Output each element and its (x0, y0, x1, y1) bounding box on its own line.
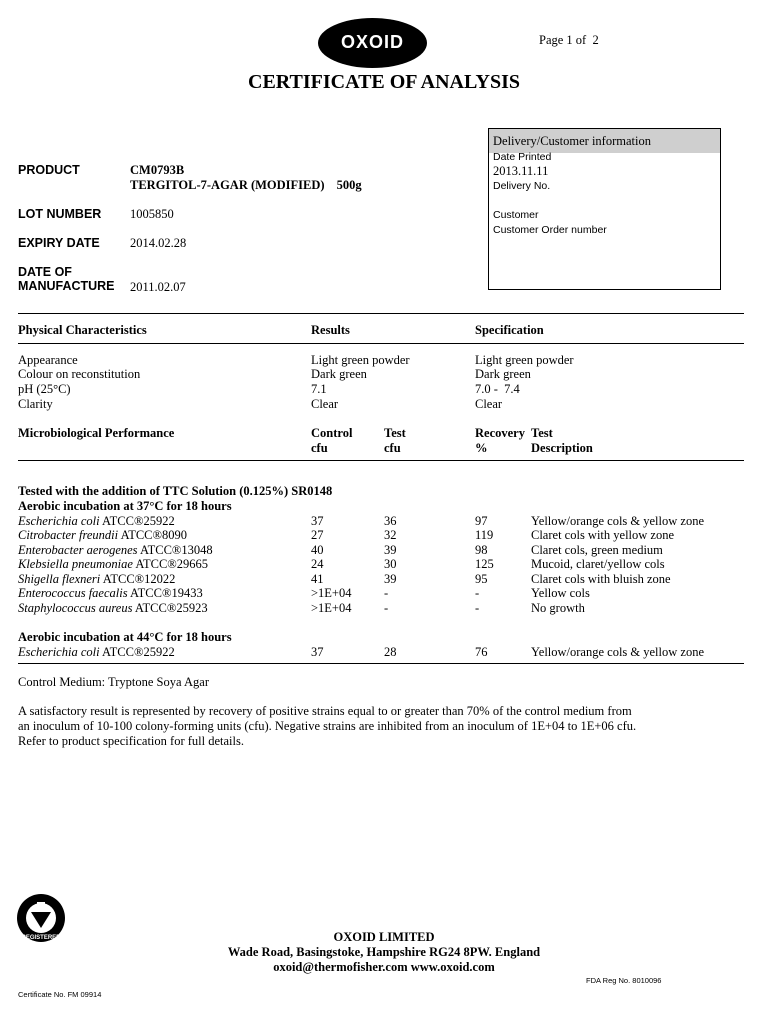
description-header: Description (531, 441, 593, 455)
organism-name: Enterococcus faecalis (18, 586, 128, 600)
organism-cell (18, 557, 208, 572)
control-value: >1E+04 (311, 586, 352, 600)
description-value: Yellow/orange cols & yellow zone (531, 645, 705, 659)
organism-name: Staphylococcus aureus (18, 601, 133, 615)
physical-row-name: pH (25°C) (18, 382, 71, 396)
criteria-note-line3: Refer to product specification for full details. (18, 734, 244, 748)
recovery-value: 98 (475, 543, 488, 557)
product-code: CM0793B (130, 163, 185, 177)
page-title: CERTIFICATE OF ANALYSIS (248, 71, 520, 93)
divider (18, 460, 744, 461)
test-value: - (384, 601, 389, 615)
recovery-value: 119 (475, 528, 494, 542)
description-value: Claret cols with bluish zone (531, 572, 671, 586)
delivery-header-bar (489, 129, 720, 153)
oxoid-logo (318, 18, 427, 68)
lot-number-value: 1005850 (130, 207, 174, 221)
manufacture-label-line1: DATE OF (18, 265, 72, 279)
organism-cell (18, 572, 175, 587)
organism-name: Escherichia coli (18, 645, 100, 659)
atcc-number: ATCC®25922 (102, 645, 175, 659)
recovery-value: - (475, 601, 480, 615)
organism-cell (18, 586, 203, 601)
page-label: Page 1 of (539, 33, 587, 47)
atcc-number: ATCC®13048 (139, 543, 213, 557)
atcc-number: ATCC®25923 (134, 601, 208, 615)
test-value: - (384, 586, 389, 600)
physical-row-spec: Dark green (475, 367, 531, 381)
divider (18, 313, 744, 314)
footer-company: OXOID LIMITED (333, 930, 435, 944)
test-value: 32 (384, 528, 397, 542)
description-value: Yellow/orange cols & yellow zone (531, 514, 705, 528)
physical-row-name: Colour on reconstitution (18, 367, 141, 381)
control-value: 41 (311, 572, 324, 586)
criteria-note-line1: A satisfactory result is represented by recovery of positive strains equal to or greater than 70% of the control medium from (18, 704, 632, 718)
organism-cell (18, 514, 175, 529)
description-value: Mucoid, claret/yellow cols (531, 557, 665, 571)
atcc-number: ATCC®8090 (120, 528, 188, 542)
test-value: 39 (384, 572, 397, 586)
expiry-date-value: 2014.02.28 (130, 236, 187, 250)
organism-name: Citrobacter freundii (18, 528, 119, 542)
physical-row-spec: Clear (475, 397, 503, 411)
physical-row-spec: 7.0 - 7.4 (475, 382, 520, 396)
micro-header: Microbiological Performance (18, 426, 175, 440)
date-printed-label: Date Printed (493, 151, 552, 163)
atcc-number: ATCC®12022 (102, 572, 176, 586)
test-header: Test (384, 426, 406, 440)
control-value: >1E+04 (311, 601, 352, 615)
atcc-number: ATCC®19433 (130, 586, 203, 600)
recovery-unit: % (475, 441, 488, 455)
incubation-37-header: Aerobic incubation at 37°C for 18 hours (18, 499, 232, 513)
criteria-note-line2: an inoculum of 10-100 colony-forming units (cfu). Negative strains are inhibited from an inoculum of 1E+04 to 1E+06 cfu. (18, 719, 637, 733)
product-name: TERGITOL-7-AGAR (MODIFIED) (130, 178, 325, 192)
manufacture-date-value: 2011.02.07 (130, 280, 186, 294)
test-value: 39 (384, 543, 397, 557)
organism-name: Klebsiella pneumoniae (18, 557, 133, 571)
manufacture-label-line2: MANUFACTURE (18, 279, 115, 293)
tested-with-note: Tested with the addition of TTC Solution (0.125%) SR0148 (18, 484, 333, 498)
physical-header: Physical Characteristics (18, 323, 147, 337)
physical-row-name: Clarity (18, 397, 53, 411)
reg-mark-text: REGISTERED (21, 935, 61, 941)
description-value: Yellow cols (531, 586, 590, 600)
control-header: Control (311, 426, 353, 440)
control-value: 37 (311, 645, 324, 659)
organism-cell (18, 645, 175, 660)
footer-address: Wade Road, Basingstoke, Hampshire RG24 8PW. England (227, 945, 541, 959)
recovery-value: 125 (475, 557, 494, 571)
test-description-header: Test (531, 426, 553, 440)
test-value: 36 (384, 514, 397, 528)
fda-reg-number: FDA Reg No. 8010096 (586, 976, 662, 985)
recovery-value: - (475, 586, 480, 600)
test-value: 30 (384, 557, 397, 571)
atcc-number: ATCC®29665 (135, 557, 209, 571)
atcc-number: ATCC®25922 (102, 514, 175, 528)
organism-cell (18, 528, 187, 543)
physical-row-name: Appearance (18, 353, 78, 367)
physical-row-result: Clear (311, 397, 339, 411)
product-size: 500g (336, 178, 362, 192)
recovery-value: 95 (475, 572, 488, 586)
description-value: Claret cols with yellow zone (531, 528, 675, 542)
test-unit: cfu (384, 441, 401, 455)
divider (18, 663, 744, 664)
control-value: 40 (311, 543, 324, 557)
logo-text: OXOID (340, 32, 404, 52)
divider (18, 343, 744, 344)
control-value: 27 (311, 528, 324, 542)
delivery-info-box (488, 128, 721, 290)
delivery-header: Delivery/Customer information (493, 134, 651, 148)
recovery-value: 97 (475, 514, 488, 528)
product-label: PRODUCT (18, 163, 80, 177)
description-value: Claret cols, green medium (531, 543, 663, 557)
expiry-date-label: EXPIRY DATE (18, 236, 100, 250)
physical-row-result: Light green powder (311, 353, 410, 367)
control-value: 24 (311, 557, 324, 571)
customer-order-label: Customer Order number (493, 224, 607, 236)
delivery-no-label: Delivery No. (493, 180, 551, 192)
physical-row-result: Dark green (311, 367, 367, 381)
incubation-44-header: Aerobic incubation at 44°C for 18 hours (18, 630, 232, 644)
control-value: 37 (311, 514, 324, 528)
control-unit: cfu (311, 441, 328, 455)
certificate-number: Certificate No. FM 09914 (18, 990, 102, 999)
organism-name: Escherichia coli (18, 514, 100, 528)
description-value: No growth (531, 601, 585, 615)
organism-name: Enterobacter aerogenes (18, 543, 138, 557)
recovery-value: 76 (475, 645, 488, 659)
control-medium-note: Control Medium: Tryptone Soya Agar (18, 675, 209, 689)
physical-row-result: 7.1 (311, 382, 327, 396)
page-indicator (539, 33, 599, 48)
physical-row-spec: Light green powder (475, 353, 574, 367)
customer-label: Customer (493, 209, 539, 221)
footer-contact: oxoid@thermofisher.com www.oxoid.com (273, 960, 495, 974)
recovery-header: Recovery (475, 426, 525, 440)
organism-cell (18, 601, 208, 616)
date-printed-value: 2013.11.11 (493, 164, 549, 178)
lot-number-label: LOT NUMBER (18, 207, 102, 221)
results-header: Results (311, 323, 350, 337)
test-value: 28 (384, 645, 397, 659)
page-total: 2 (592, 33, 599, 47)
specification-header: Specification (475, 323, 544, 337)
product-name-line (130, 178, 362, 193)
organism-cell (18, 543, 213, 558)
organism-name: Shigella flexneri (18, 572, 101, 586)
